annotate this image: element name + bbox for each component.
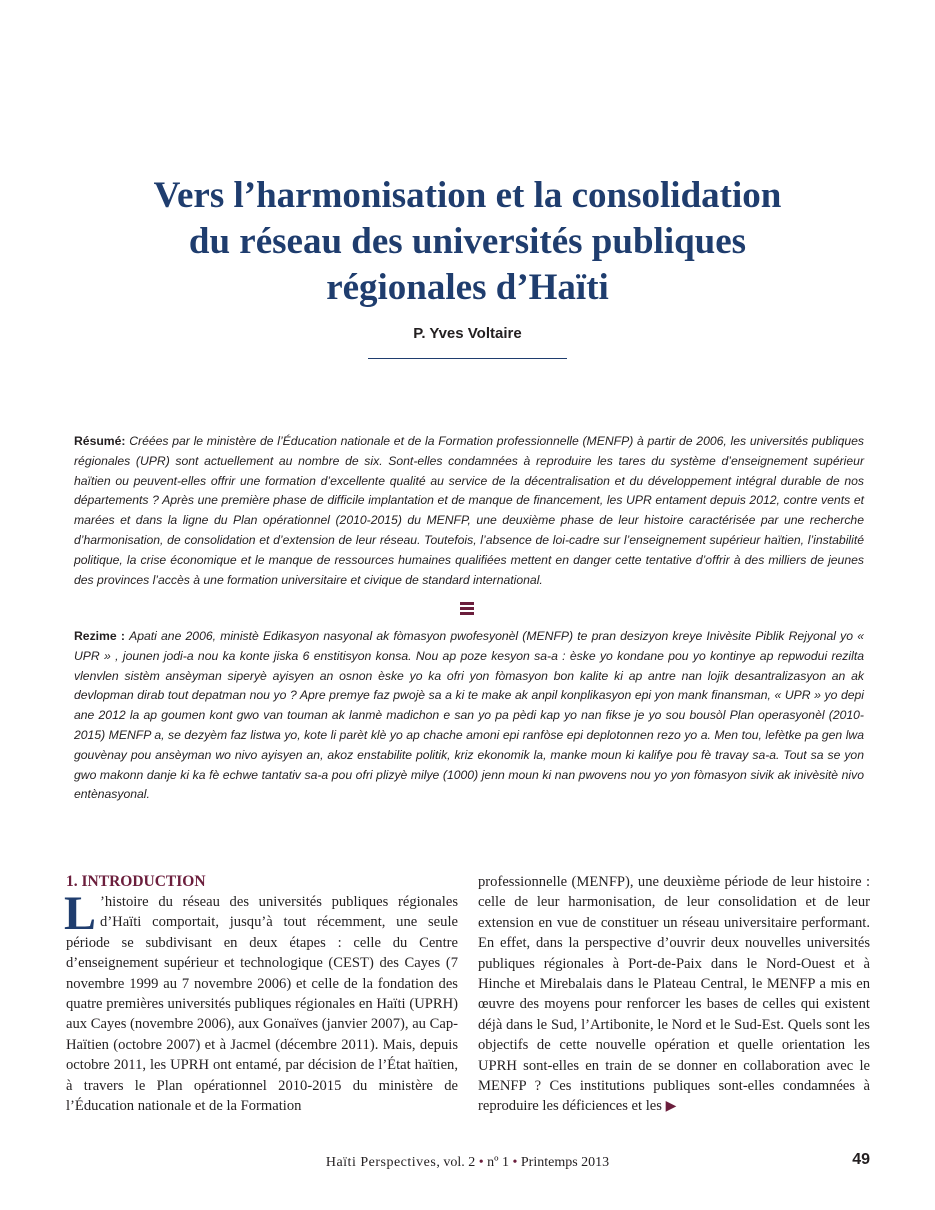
abstract-french: [74, 432, 864, 590]
journal-volume: , vol. 2: [436, 1155, 476, 1170]
continue-arrow-icon: ▶: [665, 1099, 677, 1115]
introduction-left-text: ’histoire du réseau des universités publiques régionales d’Haïti comportait, jusqu’à tout récemment, une seule période se subdivisant en deux étapes : celle du Centre d’enseignement supérieur et technologique (CEST) des Cayes (7 novembre 1999 au 7 novembre 2006) et celle de la fondation des quatre premières universités publiques régionales en Haïti (UPRH) aux Cayes (novembre 2006), aux Gonaïves (janvier 2007), au Cap-Haïtien (octobre 2007) et à Jacmel (décembre 2011). Mais, depuis octobre 2011, les UPRH ont entamé, par décision de l’État haïtien, à travers le Plan opérationnel 2010-2015 du ministère de l’Éducation nationale et de la Formation: [66, 894, 458, 1115]
introduction-right-text: professionnelle (MENFP), une deuxième période de leur histoire : celle de leur harmonisation, de leur consolidation et de leur extension en vue de constituer un réseau universitaire performant. En effet, dans la perspective d’ouvrir deux nouvelles universités publiques régionales à Port-de-Paix dans le Nord-Ouest et à Hinche et Mirebalais dans le Plateau Central, le MENFP a mis en œuvre des moyens pour renforcer les bases de celles qui existent déjà dans le Sud, l’Artibonite, le Nord et le Sud-Est. Quels sont les objectifs de cette nouvelle opération et quelle orientation les UPRH sont-elles en train de se donner en collaboration avec le MENFP ? Ces institutions publiques sont-elles condamnées à reproduire les déficiences et les: [478, 874, 870, 1115]
introduction-paragraph: [64, 887, 458, 1116]
abstract-french-label: Résumé:: [74, 434, 126, 448]
page-number: 49: [852, 1151, 870, 1168]
introduction-continued: [478, 872, 870, 1118]
article-title: [0, 173, 935, 311]
abstract-creole: [74, 627, 864, 805]
abstract-creole-text: Apati ane 2006, ministè Edikasyon nasyonal ak fòmasyon pwofesyonèl (MENFP) te pran desizyon kreye Inivèsite Piblik Rejyonal yo « UPR » , jounen jodi-a nou ka konte jiska 6 enstitisyon konsa. Nou ap poze kesyon sa-a : èske yo kondane pou yo kontinye ap repwodui rezilta vlenvlen sistèm ansèyman siperyè ayisyen an osnon èske yo ka ofri yon fòmasyon bon kalite ki ap antre nan lojik desantralizasyon an ak devlopman dirab tout depatman nou yo ? Apre premye faz pwojè sa a ki te make ak anpil konplikasyon epi yon mank finansman, « UPR » yo depi ane 2012 la ap goumen kont gwo van touman ak lanmè madichon e san yo pa pèdi kap yo nan fikse je yo sou bousòl Plan operasyonèl (2010-2015) MENFP a, se dezyèm faz listwa yo, kote li parèt klè yo ap chache amoni epi ranfòse epi deplotonnen rezo yo a. Men tou, lefètke pa gen lwa gouvènay pou ansèyman wo nivo ayisyen an, akoz enstabilite politik, kriz ekonomik la, manke moun ki kalifye pou fè travay sa-a. Tout sa se yon gwo makonn danje ki ka fè echwe tantativ sa-a pou ofri plizyè milye (1000) jenn moun ki nan pwovens nou yo yon fòmasyon sivik ak inivèsitè nivo entènasyonal.: [74, 629, 864, 802]
section-heading-introduction: 1. INTRODUCTION: [66, 873, 206, 890]
title-line-3: régionales d’Haïti: [326, 267, 609, 308]
footer-separator-2: •: [508, 1155, 521, 1170]
column-right: [478, 872, 870, 1118]
footer-journal: [0, 1155, 935, 1171]
journal-issue: nº 1: [487, 1155, 509, 1170]
column-left: [66, 872, 458, 1116]
author-divider: [368, 358, 567, 359]
journal-season: Printemps 2013: [520, 1155, 610, 1170]
author-name: P. Yves Voltaire: [413, 325, 522, 342]
footer-separator-1: •: [475, 1155, 488, 1170]
title-line-1: Vers l’harmonisation et la consolidation: [153, 175, 782, 216]
dropcap-letter: L: [64, 887, 97, 940]
abstract-french-text: Créées par le ministère de l’Éducation nationale et de la Formation professionnelle (MENFP) à partir de 2006, les universités publiques régionales (UPR) sont actuellement au nombre de six. Sont-elles condamnées à reproduire les tares du système d’enseignement supérieur haïtien ou peuvent-elles offrir une formation d’excellente qualité au service de la décentralisation et du développement intégral durable de nos départements ? Après une première phase de difficile implantation et de manque de financement, les UPR entament depuis 2012, contre vents et marées et dans la ligne du Plan opérationnel (2010-2015) du MENFP, une deuxième phase de leur histoire caractérisée par une recherche d’harmonisation, de consolidation et d’extension de leur réseau. Toutefois, l’absence de loi-cadre sur l’enseignement supérieur haïtien, l’instabilité politique, la crise économique et le manque de ressources humaines qualifiées mettent en danger cette tentative d’offrir à des milliers de jeunes des provinces l’accès à une formation universitaire et civique de standard international.: [74, 434, 864, 587]
journal-name: Haïti Perspectives: [325, 1155, 437, 1170]
abstract-creole-label: Rezime :: [74, 629, 125, 643]
title-line-2: du réseau des universités publiques: [188, 221, 747, 262]
menu-bars-icon: [460, 602, 474, 616]
